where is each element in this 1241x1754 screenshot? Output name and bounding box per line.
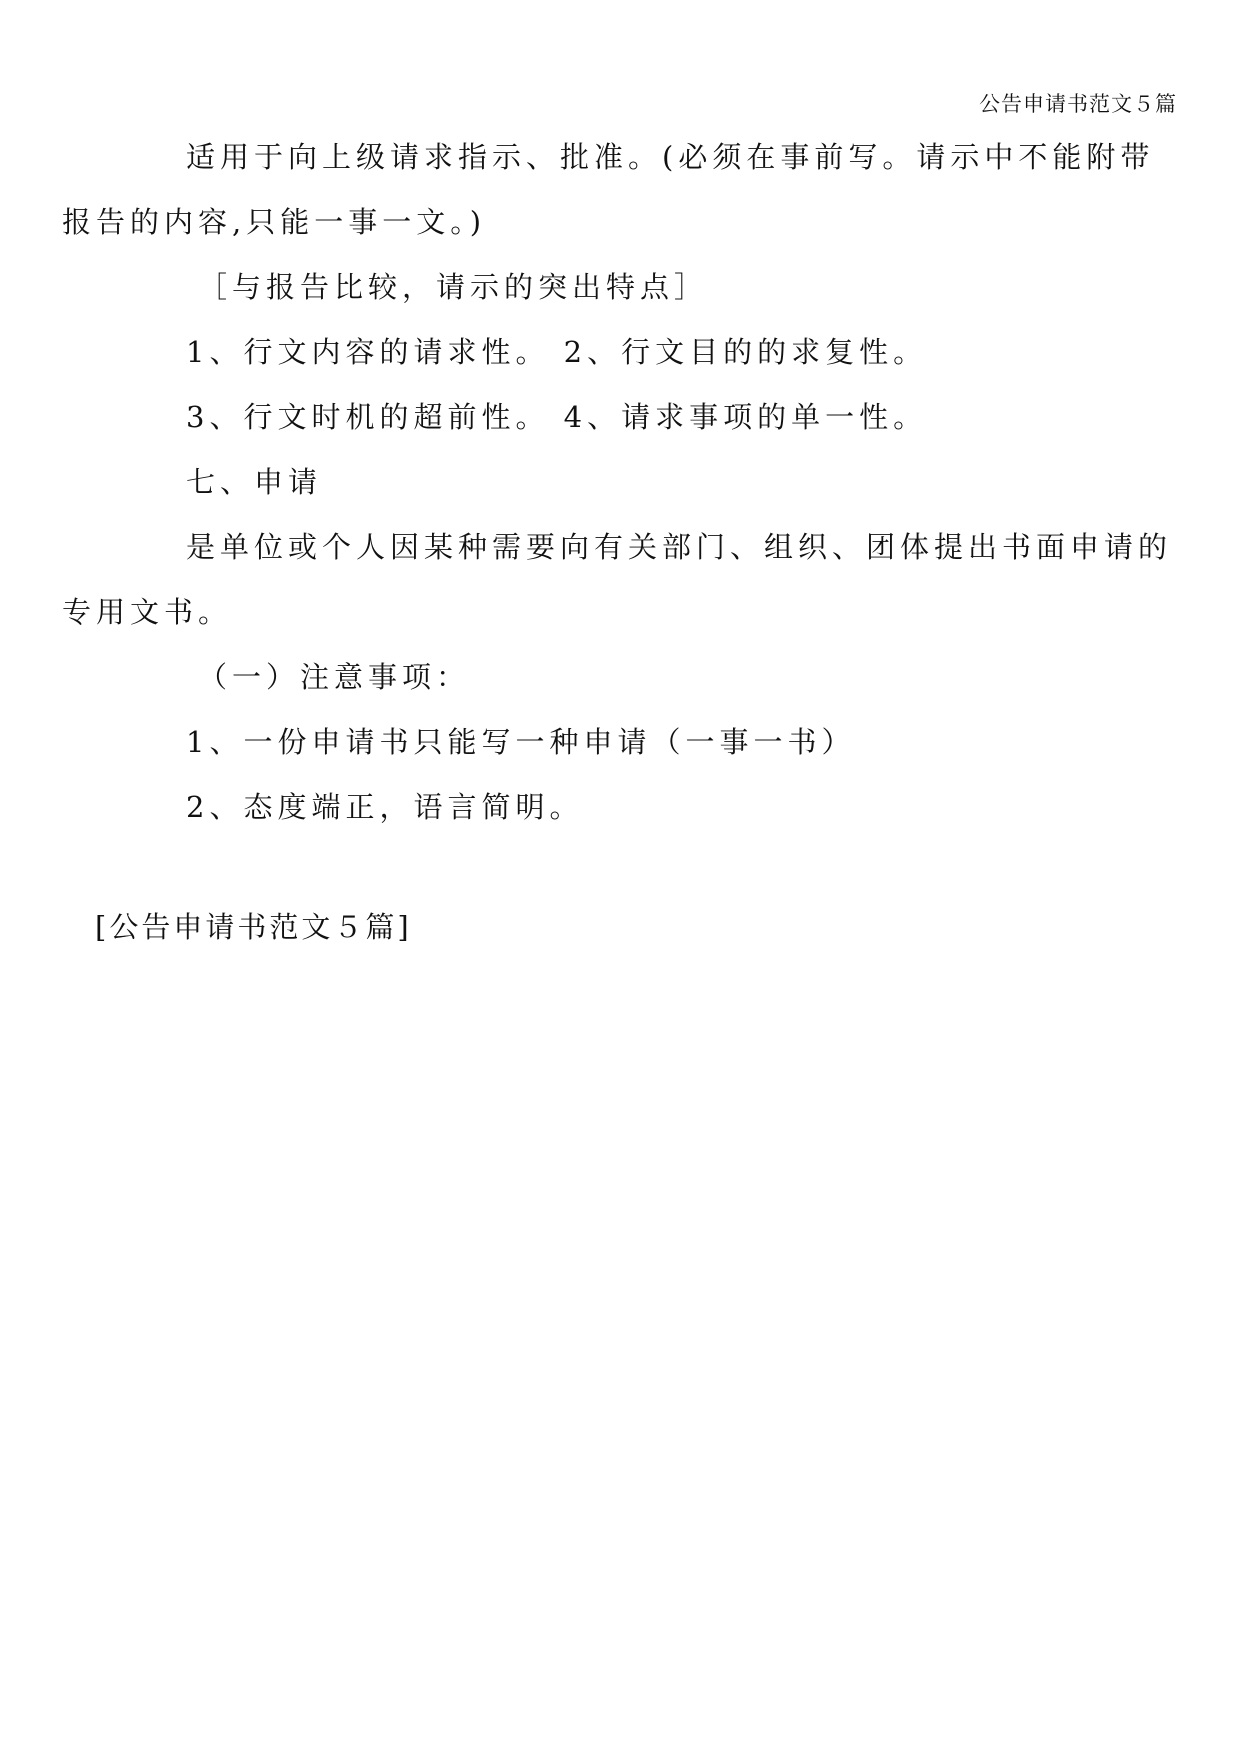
document-title-footer: [公告申请书范文５篇] xyxy=(95,910,412,944)
paragraph-features-3-4: 3、行文时机的超前性。 4、请求事项的单一性。 xyxy=(186,400,928,434)
paragraph-request-definition: 适用于向上级请求指示、批准。(必须在事前写。请示中不能附带报告的内容,只能一事一文。) xyxy=(62,140,1155,239)
paragraph-features-1-2: 1、行文内容的请求性。 2、行文目的的求复性。 xyxy=(186,335,928,369)
paragraph-note-1: 1、一份申请书只能写一种申请（一事一书） xyxy=(186,725,856,759)
section-heading-application: 七、申请 xyxy=(186,465,323,499)
running-header: 公告申请书范文５篇 xyxy=(979,92,1177,116)
subheading-notes: （一）注意事项： xyxy=(198,660,471,694)
document-body xyxy=(62,125,1180,840)
paragraph-application-definition: 是单位或个人因某种需要向有关部门、组织、团体提出书面申请的专用文书。 xyxy=(62,530,1173,629)
paragraph-comparison-heading: ［与报告比较，请示的突出特点］ xyxy=(198,270,709,304)
paragraph-note-2: 2、态度端正，语言简明。 xyxy=(186,790,584,824)
